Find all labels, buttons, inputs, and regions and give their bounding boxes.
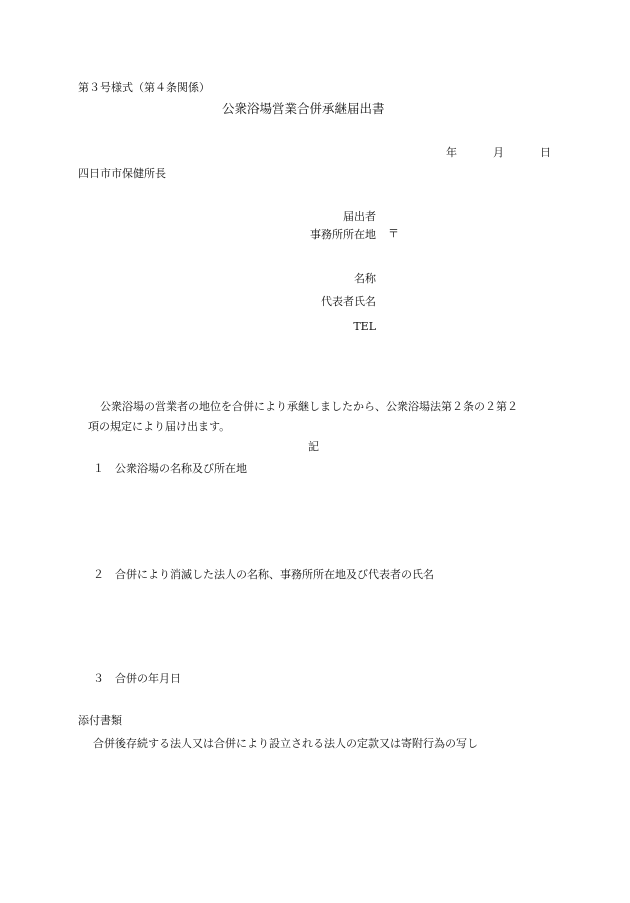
tel-label: TEL <box>353 320 376 333</box>
item-number: ３ <box>93 672 104 685</box>
addressee: 四日市市保健所長 <box>78 167 166 180</box>
document-title: 公衆浴場営業合併承継届出書 <box>222 101 385 116</box>
attachments-heading: 添付書類 <box>78 714 122 727</box>
attachments-text: 合併後存続する法人又は合併により設立される法人の定款又は寄附行為の写し <box>93 737 478 750</box>
date-month: 月 <box>493 146 504 159</box>
office-address-label: 事務所所在地 <box>310 228 376 241</box>
body-line-2: 項の規定により届け出ます。 <box>88 420 231 433</box>
item-text: 合併により消滅した法人の名称、事務所所在地及び代表者の氏名 <box>115 568 434 581</box>
body-line-1: 公衆浴場の営業者の地位を合併により承継しましたから、公衆浴場法第２条の２第２ <box>100 400 518 413</box>
ki-heading: 記 <box>308 440 319 453</box>
representative-name-label: 代表者氏名 <box>321 295 376 308</box>
item-number: １ <box>93 462 104 475</box>
item-text: 合併の年月日 <box>115 672 181 685</box>
applicant-label: 届出者 <box>343 210 376 223</box>
name-label: 名称 <box>354 272 376 285</box>
date-year: 年 <box>446 146 457 159</box>
item-text: 公衆浴場の名称及び所在地 <box>115 462 247 475</box>
item-number: ２ <box>93 568 104 581</box>
form-number: 第３号様式（第４条関係） <box>78 81 210 94</box>
postal-mark: 〒 <box>388 227 399 240</box>
date-day: 日 <box>540 146 551 159</box>
